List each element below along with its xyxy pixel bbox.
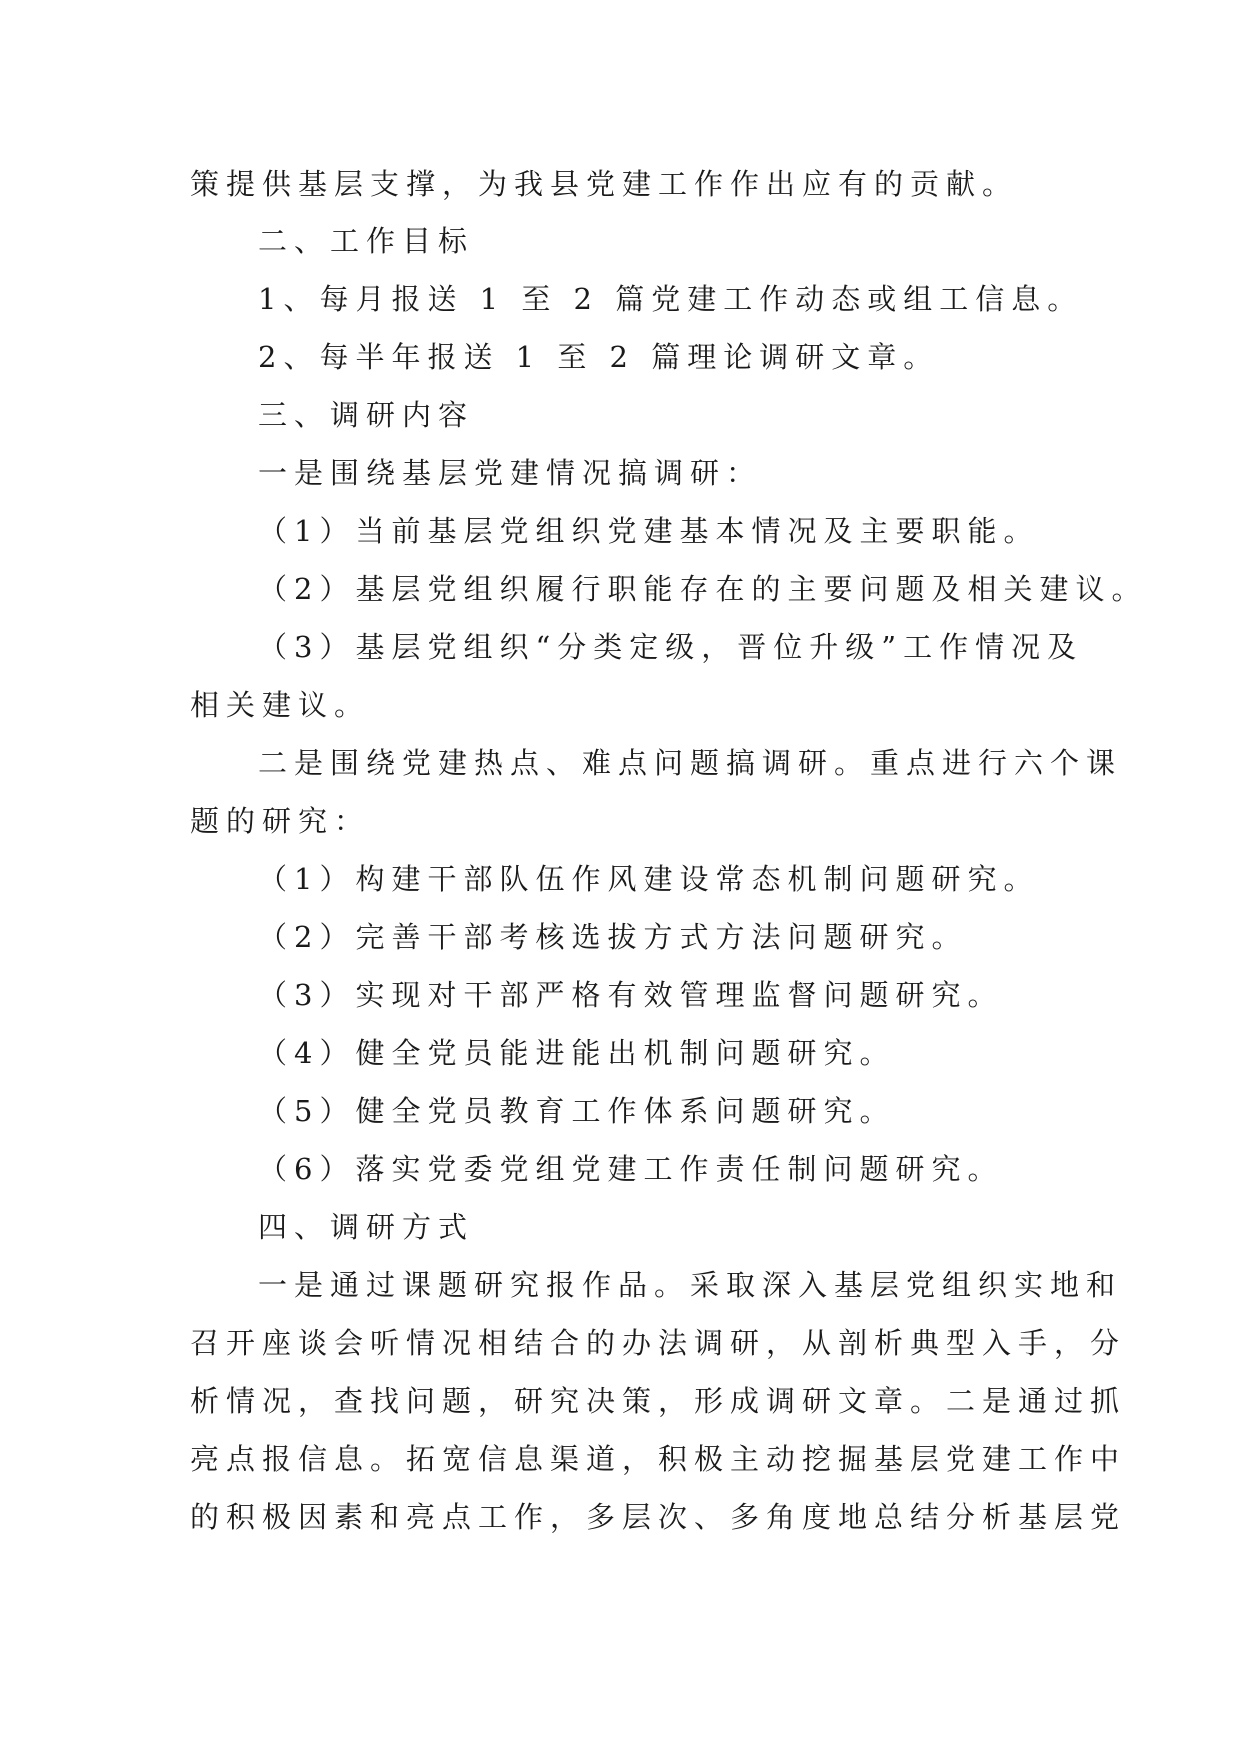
- section-heading-methods: 四、调研方式: [258, 1210, 475, 1244]
- topic-1-item-1: （1）当前基层党组织党建基本情况及主要职能。: [258, 514, 1040, 548]
- methods-paragraph-line-5: 的积极因素和亮点工作，多层次、多角度地总结分析基层党: [190, 1500, 1127, 1534]
- topic-2-item-2: （2）完善干部考核选拔方式方法问题研究。: [258, 920, 968, 954]
- topic-1-item-2: （2）基层党组织履行职能存在的主要问题及相关建议。: [258, 572, 1148, 606]
- topic-2-item-6: （6）落实党委党组党建工作责任制问题研究。: [258, 1152, 1004, 1186]
- paragraph-continuation: 策提供基层支撑，为我县党建工作作出应有的贡献。: [190, 167, 1019, 201]
- section-heading-goals: 二、工作目标: [258, 224, 475, 258]
- goal-item-2: 2、每半年报送 1 至 2 篇理论调研文章。: [258, 340, 940, 374]
- content-topic-2-continuation: 题的研究：: [190, 804, 371, 838]
- topic-2-item-4: （4）健全党员能进能出机制问题研究。: [258, 1036, 896, 1070]
- topic-2-item-5: （5）健全党员教育工作体系问题研究。: [258, 1094, 896, 1128]
- methods-paragraph-line-2: 召开座谈会听情况相结合的办法调研，从剖析典型入手，分: [190, 1326, 1127, 1360]
- methods-paragraph-line-3: 析情况，查找问题，研究决策，形成调研文章。二是通过抓: [190, 1384, 1127, 1418]
- topic-2-item-3: （3）实现对干部严格有效管理监督问题研究。: [258, 978, 1004, 1012]
- content-topic-2: 二是围绕党建热点、难点问题搞调研。重点进行六个课: [258, 746, 1123, 780]
- section-heading-content: 三、调研内容: [258, 398, 475, 432]
- goal-item-1: 1、每月报送 1 至 2 篇党建工作动态或组工信息。: [258, 282, 1084, 316]
- methods-paragraph-line-1: 一是通过课题研究报作品。采取深入基层党组织实地和: [258, 1268, 1123, 1302]
- content-topic-1: 一是围绕基层党建情况搞调研：: [258, 456, 763, 490]
- topic-2-item-1: （1）构建干部队伍作风建设常态机制问题研究。: [258, 862, 1040, 896]
- topic-1-item-3: （3）基层党组织“分类定级，晋位升级”工作情况及: [258, 630, 1084, 664]
- methods-paragraph-line-4: 亮点报信息。拓宽信息渠道，积极主动挖掘基层党建工作中: [190, 1442, 1127, 1476]
- topic-1-item-3-continuation: 相关建议。: [190, 688, 371, 722]
